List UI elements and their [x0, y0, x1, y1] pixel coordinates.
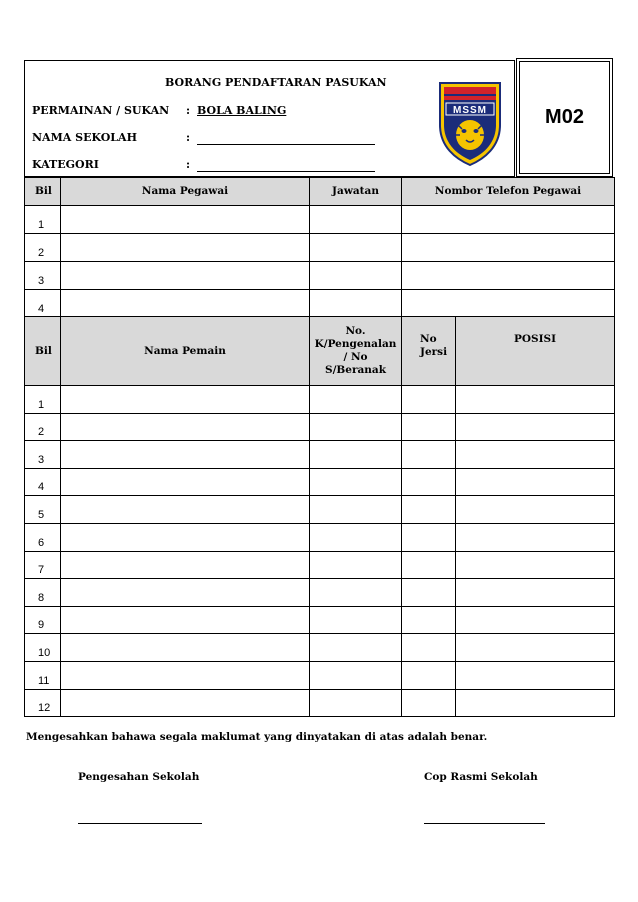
player-position-cell[interactable] [456, 413, 615, 441]
logo-text: MSSM [453, 105, 487, 116]
player-jersey-cell[interactable] [402, 634, 456, 662]
players-col-name: Nama Pemain [61, 317, 310, 386]
player-jersey-cell[interactable] [402, 579, 456, 607]
player-id-cell[interactable] [310, 634, 402, 662]
row-number: 10 [25, 634, 61, 662]
official-name-cell[interactable] [61, 234, 310, 262]
sport-colon: : [186, 104, 191, 117]
player-row [25, 661, 615, 689]
player-position-cell[interactable] [456, 661, 615, 689]
official-phone-cell[interactable] [402, 262, 615, 290]
player-position-cell[interactable] [456, 579, 615, 607]
player-jersey-cell[interactable] [402, 468, 456, 496]
category-label: KATEGORI [32, 158, 99, 171]
official-phone-cell[interactable] [402, 234, 615, 262]
school-name-label: NAMA SEKOLAH [32, 131, 137, 144]
row-number: 5 [25, 496, 61, 524]
official-position-cell[interactable] [310, 234, 402, 262]
confirmation-statement: Mengesahkan bahawa segala maklumat yang dinyatakan di atas adalah benar. [26, 731, 488, 743]
row-number: 4 [25, 468, 61, 496]
player-position-cell[interactable] [456, 634, 615, 662]
player-name-cell[interactable] [61, 468, 310, 496]
player-jersey-cell[interactable] [402, 551, 456, 579]
player-jersey-cell[interactable] [402, 386, 456, 414]
officials-col-bil: Bil [25, 178, 61, 206]
official-row [25, 262, 615, 290]
player-position-cell[interactable] [456, 468, 615, 496]
school-stamp-label: Cop Rasmi Sekolah [424, 771, 538, 783]
school-name-field[interactable] [197, 144, 375, 145]
official-row [25, 234, 615, 262]
official-name-cell[interactable] [61, 206, 310, 234]
player-position-cell[interactable] [456, 606, 615, 634]
official-row [25, 206, 615, 234]
player-name-cell[interactable] [61, 496, 310, 524]
row-number: 2 [25, 413, 61, 441]
officials-table [24, 177, 615, 318]
row-number: 3 [25, 441, 61, 469]
school-name-colon: : [186, 131, 191, 144]
player-jersey-cell[interactable] [402, 496, 456, 524]
official-position-cell[interactable] [310, 262, 402, 290]
officials-col-phone: Nombor Telefon Pegawai [402, 178, 615, 206]
player-name-cell[interactable] [61, 661, 310, 689]
row-number: 2 [25, 234, 61, 262]
player-position-cell[interactable] [456, 551, 615, 579]
official-name-cell[interactable] [61, 290, 310, 318]
player-row [25, 496, 615, 524]
sport-value[interactable]: BOLA BALING [197, 104, 287, 117]
school-endorsement-label: Pengesahan Sekolah [78, 771, 200, 783]
player-id-cell[interactable] [310, 606, 402, 634]
player-id-cell[interactable] [310, 441, 402, 469]
player-row [25, 689, 615, 717]
player-id-cell[interactable] [310, 661, 402, 689]
official-position-cell[interactable] [310, 206, 402, 234]
player-id-cell[interactable] [310, 413, 402, 441]
player-name-cell[interactable] [61, 386, 310, 414]
player-position-cell[interactable] [456, 523, 615, 551]
player-name-cell[interactable] [61, 413, 310, 441]
official-phone-cell[interactable] [402, 206, 615, 234]
player-row [25, 606, 615, 634]
category-field[interactable] [197, 171, 375, 172]
player-name-cell[interactable] [61, 689, 310, 717]
player-name-cell[interactable] [61, 551, 310, 579]
officials-col-name: Nama Pegawai [61, 178, 310, 206]
row-number: 4 [25, 290, 61, 318]
form-code: M02 [545, 106, 584, 128]
players-col-id: No. K/Pengenalan / No S/Beranak [310, 317, 402, 386]
officials-col-position: Jawatan [310, 178, 402, 206]
player-jersey-cell[interactable] [402, 441, 456, 469]
row-number: 11 [25, 661, 61, 689]
players-col-position: POSISI [456, 317, 615, 386]
player-position-cell[interactable] [456, 496, 615, 524]
player-id-cell[interactable] [310, 523, 402, 551]
player-id-cell[interactable] [310, 468, 402, 496]
official-name-cell[interactable] [61, 262, 310, 290]
player-row [25, 579, 615, 607]
player-position-cell[interactable] [456, 689, 615, 717]
row-number: 9 [25, 606, 61, 634]
player-row [25, 468, 615, 496]
player-name-cell[interactable] [61, 606, 310, 634]
players-col-bil: Bil [25, 317, 61, 386]
player-row [25, 386, 615, 414]
player-row [25, 634, 615, 662]
players-header-row [25, 317, 615, 386]
category-colon: : [186, 158, 191, 171]
player-name-cell[interactable] [61, 579, 310, 607]
row-number: 1 [25, 206, 61, 234]
player-name-cell[interactable] [61, 523, 310, 551]
form-title: BORANG PENDAFTARAN PASUKAN [165, 76, 387, 89]
row-number: 7 [25, 551, 61, 579]
player-name-cell[interactable] [61, 634, 310, 662]
school-stamp-line[interactable] [424, 823, 545, 824]
mssm-shield-logo [436, 77, 504, 167]
officials-header-row [25, 178, 615, 206]
player-jersey-cell[interactable] [402, 523, 456, 551]
row-number: 8 [25, 579, 61, 607]
player-jersey-cell[interactable] [402, 413, 456, 441]
player-position-cell[interactable] [456, 441, 615, 469]
player-id-cell[interactable] [310, 386, 402, 414]
player-row [25, 413, 615, 441]
player-jersey-cell[interactable] [402, 606, 456, 634]
player-position-cell[interactable] [456, 386, 615, 414]
player-row [25, 551, 615, 579]
player-id-cell[interactable] [310, 689, 402, 717]
player-id-cell[interactable] [310, 551, 402, 579]
official-phone-cell[interactable] [402, 290, 615, 318]
player-row [25, 523, 615, 551]
players-col-jersey: No Jersi [402, 317, 456, 386]
row-number: 12 [25, 689, 61, 717]
sport-label: PERMAINAN / SUKAN [32, 104, 170, 117]
official-row [25, 290, 615, 318]
row-number: 3 [25, 262, 61, 290]
row-number: 6 [25, 523, 61, 551]
form-code-box [519, 61, 610, 174]
school-endorsement-signature-line[interactable] [78, 823, 202, 824]
player-jersey-cell[interactable] [402, 661, 456, 689]
player-row [25, 441, 615, 469]
players-table [24, 316, 615, 717]
player-jersey-cell[interactable] [402, 689, 456, 717]
row-number: 1 [25, 386, 61, 414]
player-id-cell[interactable] [310, 496, 402, 524]
official-position-cell[interactable] [310, 290, 402, 318]
player-name-cell[interactable] [61, 441, 310, 469]
player-id-cell[interactable] [310, 579, 402, 607]
